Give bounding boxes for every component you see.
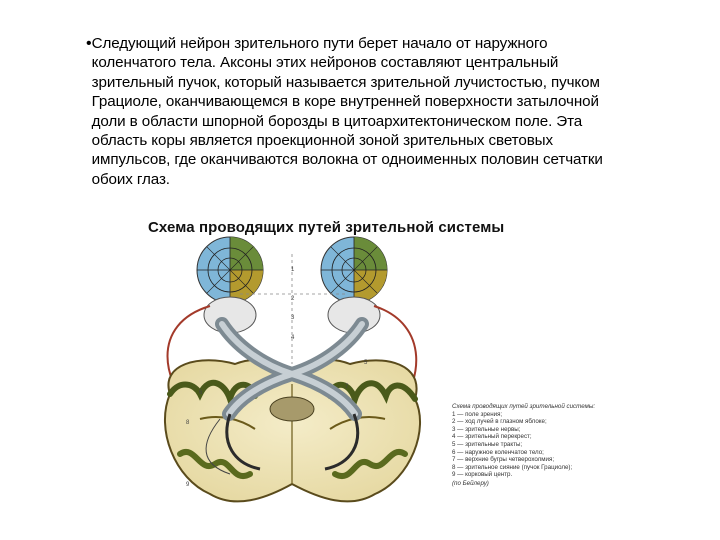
bullet-paragraph xyxy=(86,34,626,189)
legend-item: 8 — зрительное сияние (пучок Грациоле); xyxy=(452,463,573,471)
figure-legend xyxy=(452,403,608,488)
paragraph-text: Следующий нейрон зрительного пути берет начало от наружного коленчатого тела. Аксоны этих нейронов составляют центральный зрительный пучок, который называется зрительной лучистостью, пучком Грациоле, оканчивающемся в коре внутренней поверхности затылочной доли в области шпорной борозды в цитоархитектоническом поле. Эта область коры является проекционной зоной зрительных световых импульсов, где оканчиваются волокна от одноименных половин сетчатки обоих глаз. xyxy=(91,35,603,188)
label-1: 1 xyxy=(291,267,295,273)
left-eye xyxy=(197,237,263,333)
label-9: 9 xyxy=(186,482,190,488)
label-7: 7 xyxy=(345,384,349,390)
lateral-geniculate-body xyxy=(270,397,314,421)
legend-credit: (по Бейлеру) xyxy=(452,479,489,487)
right-eye xyxy=(321,237,387,333)
legend-item: 1 — поле зрения; xyxy=(452,410,503,418)
legend-item: 3 — зрительные нервы; xyxy=(452,425,521,433)
label-2: 2 xyxy=(291,296,295,302)
legend-item: 9 — корковый центр. xyxy=(452,471,513,479)
legend-title: Схема проводящих путей зрительной системы: xyxy=(452,403,596,410)
label-4: 4 xyxy=(291,335,295,341)
label-3: 3 xyxy=(291,315,295,321)
figure-title: Схема проводящих путей зрительной системы xyxy=(148,219,505,236)
label-6: 6 xyxy=(199,390,203,396)
legend-item: 5 — зрительные тракты; xyxy=(452,440,523,448)
legend-item: 7 — верхние бугры четверохолмия; xyxy=(452,456,555,464)
label-8: 8 xyxy=(186,420,190,426)
bullet-marker: • xyxy=(86,35,92,52)
legend-item: 2 — ход лучей в глазном яблоке; xyxy=(452,418,547,426)
legend-item: 4 — зрительный перекрест; xyxy=(452,433,532,441)
label-5: 5 xyxy=(364,360,368,366)
legend-item: 6 — наружное коленчатое тело; xyxy=(452,448,544,456)
